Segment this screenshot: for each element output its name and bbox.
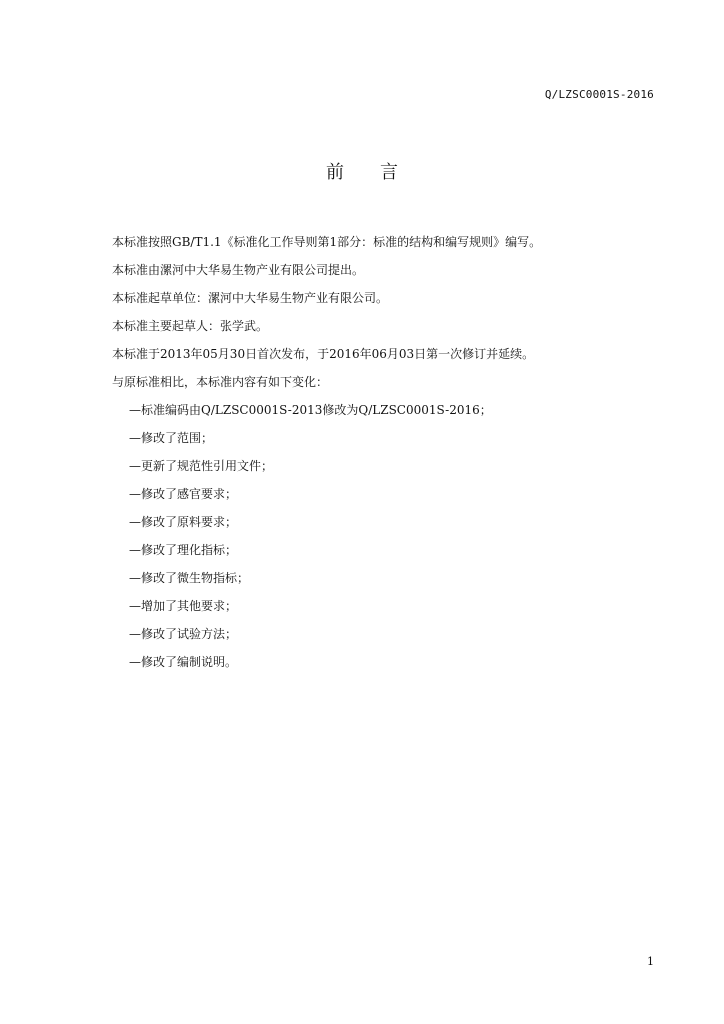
title-char-2: 言 (380, 162, 398, 183)
change-item-scope: —修改了范围； (129, 431, 214, 445)
change-item-materials: —修改了原料要求； (129, 515, 238, 529)
change-item-references: —更新了规范性引用文件； (129, 459, 274, 473)
page-number: 1 (647, 955, 654, 968)
change-item-explanation: —修改了编制说明。 (129, 655, 238, 669)
change-item-microbial: —修改了微生物指标； (129, 571, 250, 585)
document-code: Q/LZSC0001S-2016 (544, 88, 654, 101)
foreword-body (112, 228, 672, 676)
page-title (0, 158, 724, 184)
change-item-test-methods: —修改了试验方法； (129, 627, 238, 641)
paragraph-changes-intro: 与原标准相比，本标准内容有如下变化： (112, 375, 329, 389)
paragraph-main-drafter: 本标准主要起草人：张学武。 (112, 319, 269, 333)
change-item-sensory: —修改了感官要求； (129, 487, 238, 501)
change-item-physicochemical: —修改了理化指标； (129, 543, 238, 557)
paragraph-proposer: 本标准由漯河中大华易生物产业有限公司提出。 (112, 263, 365, 277)
change-item-other-requirements: —增加了其他要求； (129, 599, 238, 613)
paragraph-release-history: 本标准于2013年05月30日首次发布，于2016年06月03日第一次修订并延续。 (112, 347, 535, 361)
paragraph-drafting-unit: 本标准起草单位：漯河中大华易生物产业有限公司。 (112, 291, 389, 305)
changes-list (112, 396, 672, 676)
title-char-1: 前 (326, 162, 344, 183)
paragraph-drafting-basis: 本标准按照GB/T1.1《标准化工作导则第1部分：标准的结构和编写规则》编写。 (112, 235, 542, 249)
change-item-code: —标准编码由Q/LZSC0001S-2013修改为Q/LZSC0001S-2016； (129, 403, 492, 417)
